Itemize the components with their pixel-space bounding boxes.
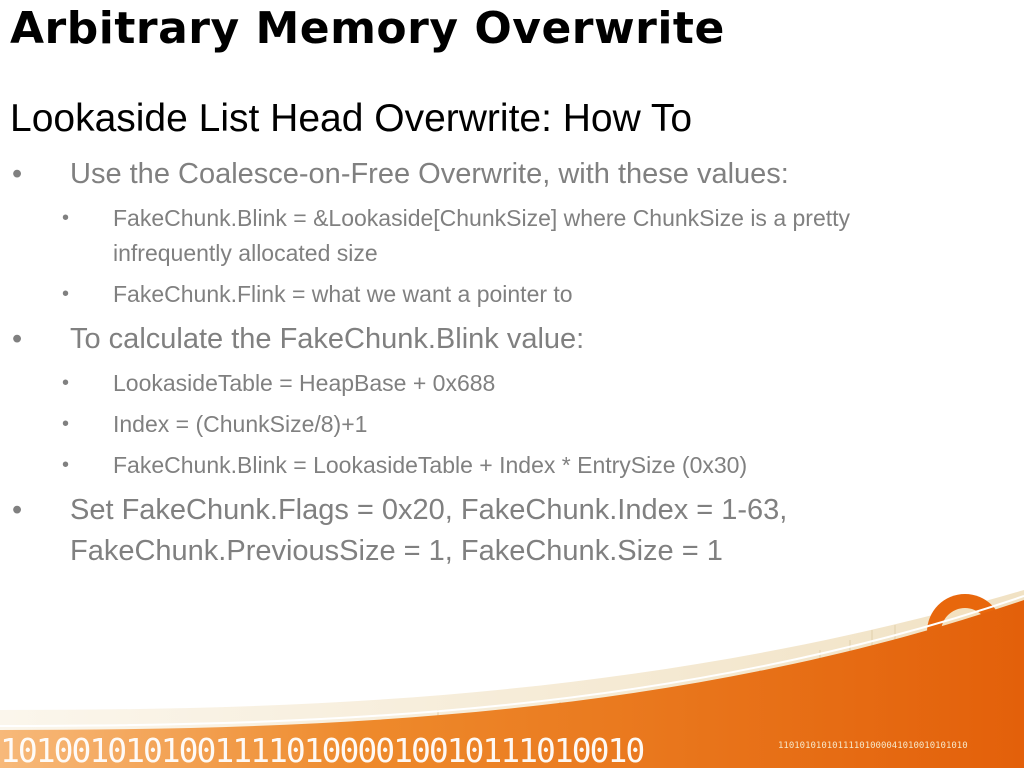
bullet-text: FakeChunk.Flink = what we want a pointer to [113,281,573,307]
sub-bullet-item [0,448,958,483]
bullet-marker: • [62,413,70,435]
binary-digits-large: 101001010100111101000010010111010010 [0,731,644,770]
bullet-marker: • [62,454,70,476]
bullet-text: To calculate the FakeChunk.Blink value: [70,323,585,355]
bullet-text: FakeChunk.Blink = LookasideTable + Index * EntrySize (0x30) [113,452,748,478]
bullet-marker: • [62,283,70,305]
slide-title: Arbitrary Memory Overwrite [10,3,725,54]
sub-bullet-item [0,407,958,442]
bullet-marker: • [62,207,70,229]
footer-decoration [0,590,1024,768]
sub-bullet-item [0,201,958,271]
bullet-marker: • [12,158,23,190]
sub-bullet-item [0,277,958,312]
bullet-item [0,319,1000,360]
bullet-text: FakeChunk.Blink = &Lookaside[ChunkSize] where ChunkSize is a pretty infrequently allocated size [113,205,851,266]
bullet-marker: • [62,372,70,394]
binary-digits-small: 11010101010111101000041010010101010 [778,741,968,751]
bullet-text: LookasideTable = HeapBase + 0x688 [113,370,496,396]
bullet-marker: • [12,494,23,526]
bullet-text: Set FakeChunk.Flags = 0x20, FakeChunk.Index = 1-63, FakeChunk.PreviousSize = 1, FakeChunk.Size = 1 [70,494,788,567]
bullet-item [0,154,1000,195]
bullet-text: Index = (ChunkSize/8)+1 [113,411,368,437]
bullet-item [0,490,930,572]
sub-bullet-item [0,366,958,401]
bullet-text: Use the Coalesce-on-Free Overwrite, with these values: [70,158,789,190]
bullet-list [0,154,1000,572]
bullet-marker: • [12,323,23,355]
slide-subtitle: Lookaside List Head Overwrite: How To [10,97,693,140]
